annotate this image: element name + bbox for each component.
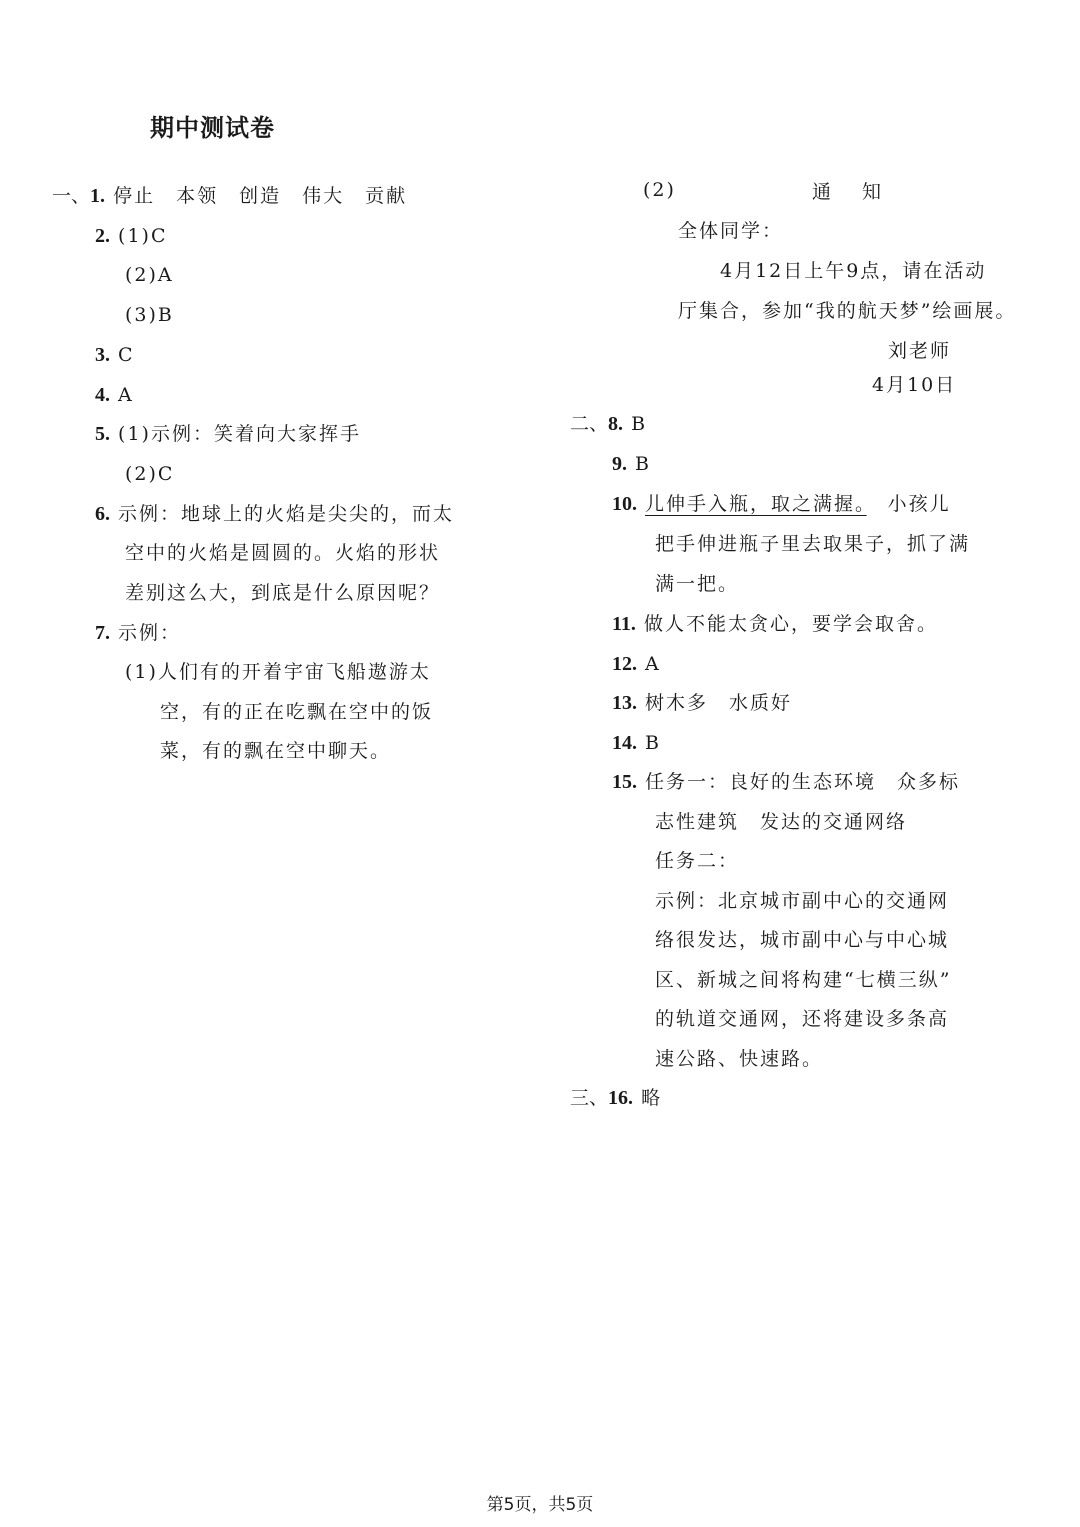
answer-line: (3)B bbox=[125, 304, 174, 326]
notice-heading: 通 知 bbox=[812, 181, 888, 203]
question-4 bbox=[95, 383, 134, 407]
answer-text: 任务一：良好的生态环境 众多标 bbox=[645, 771, 961, 793]
answer-text: 小孩儿 bbox=[866, 493, 951, 515]
question-number: 7. bbox=[95, 622, 110, 644]
answer-text: 做人不能太贪心，要学会取舍。 bbox=[643, 613, 938, 635]
answer-line: (2)C bbox=[125, 463, 175, 485]
page-footer: 第5页，共5页 bbox=[486, 1495, 594, 1515]
question-1 bbox=[52, 184, 407, 208]
answer-line: 区、新城之间将构建“七横三纵” bbox=[655, 969, 952, 991]
question-number: 16. bbox=[608, 1087, 634, 1109]
question-number: 3. bbox=[95, 344, 110, 366]
question-number: 12. bbox=[612, 653, 637, 675]
question-number: 14. bbox=[612, 732, 637, 754]
question-number: 5. bbox=[95, 423, 110, 445]
answer-text: C bbox=[118, 344, 135, 366]
answer-line: 把手伸进瓶子里去取果子，抓了满 bbox=[655, 533, 971, 555]
answer-line: 的轨道交通网，还将建设多条高 bbox=[655, 1008, 950, 1030]
notice-date: 4月10日 bbox=[872, 374, 957, 396]
question-7 bbox=[95, 621, 181, 645]
answer-text: A bbox=[118, 384, 134, 406]
question-2 bbox=[95, 224, 168, 248]
answer-line: 任务二： bbox=[655, 850, 740, 872]
question-12 bbox=[612, 652, 661, 676]
answer-line: (2)A bbox=[125, 264, 174, 286]
question-6 bbox=[95, 502, 454, 526]
question-number: 13. bbox=[612, 692, 637, 714]
question-9 bbox=[612, 452, 651, 476]
section-label: 三、 bbox=[570, 1087, 609, 1109]
question-number: 4. bbox=[95, 384, 110, 406]
answer-line: 空，有的正在吃飘在空中的饭 bbox=[160, 701, 434, 723]
question-number: 2. bbox=[95, 225, 110, 247]
answer-text: 停止 本领 创造 伟大 贡献 bbox=[113, 185, 408, 207]
answer-text: B bbox=[635, 453, 652, 475]
answer-text: B bbox=[645, 732, 662, 754]
question-13 bbox=[612, 691, 792, 715]
answer-line: 速公路、快速路。 bbox=[655, 1048, 824, 1070]
answer-line: 满一把。 bbox=[655, 573, 740, 595]
underlined-text: 儿伸手入瓶，取之满握。 bbox=[645, 493, 867, 515]
question-8 bbox=[570, 412, 647, 436]
answer-line: 络很发达，城市副中心与中心城 bbox=[655, 929, 950, 951]
question-10 bbox=[612, 492, 951, 516]
answer-text: B bbox=[631, 413, 648, 435]
question-number: 11. bbox=[612, 613, 636, 635]
answer-text: (1)C bbox=[118, 225, 168, 247]
question-14 bbox=[612, 731, 661, 755]
answer-line: 空中的火焰是圆圆的。火焰的形状 bbox=[125, 542, 441, 564]
question-number: 9. bbox=[612, 453, 627, 475]
answer-line: 菜，有的飘在空中聊天。 bbox=[160, 740, 392, 762]
answer-text: 树木多 水质好 bbox=[645, 692, 793, 714]
notice-body-line: 4月12日上午9点，请在活动 bbox=[720, 260, 987, 282]
question-number: 10. bbox=[612, 493, 637, 515]
answer-line: 差别这么大，到底是什么原因呢？ bbox=[125, 582, 441, 604]
question-5 bbox=[95, 422, 361, 446]
question-number: 1. bbox=[90, 185, 106, 207]
notice-recipient: 全体同学： bbox=[678, 220, 784, 242]
answer-line: (1)人们有的开着宇宙飞船遨游太 bbox=[125, 661, 431, 683]
question-11 bbox=[612, 612, 938, 636]
answer-text: (1)示例：笑着向大家挥手 bbox=[118, 423, 361, 445]
answer-line: 示例：北京城市副中心的交通网 bbox=[655, 890, 950, 912]
notice-body-line: 厅集合，参加“我的航天梦”绘画展。 bbox=[678, 300, 1017, 322]
question-3 bbox=[95, 343, 135, 367]
page-title: 期中测试卷 bbox=[150, 114, 275, 142]
section-label: 一、 bbox=[52, 185, 91, 207]
notice-label: (2) bbox=[643, 179, 676, 201]
question-number: 6. bbox=[95, 503, 110, 525]
question-15 bbox=[612, 770, 960, 794]
question-16 bbox=[570, 1086, 662, 1110]
answer-text: 略 bbox=[641, 1087, 663, 1109]
answer-line: 志性建筑 发达的交通网络 bbox=[655, 811, 908, 833]
section-label: 二、 bbox=[570, 413, 609, 435]
answer-text: A bbox=[645, 653, 661, 675]
notice-signature: 刘老师 bbox=[888, 340, 952, 362]
question-number: 8. bbox=[608, 413, 624, 435]
question-number: 15. bbox=[612, 771, 637, 793]
answer-text: 示例：地球上的火焰是尖尖的，而太 bbox=[118, 503, 455, 525]
answer-text: 示例： bbox=[118, 622, 182, 644]
